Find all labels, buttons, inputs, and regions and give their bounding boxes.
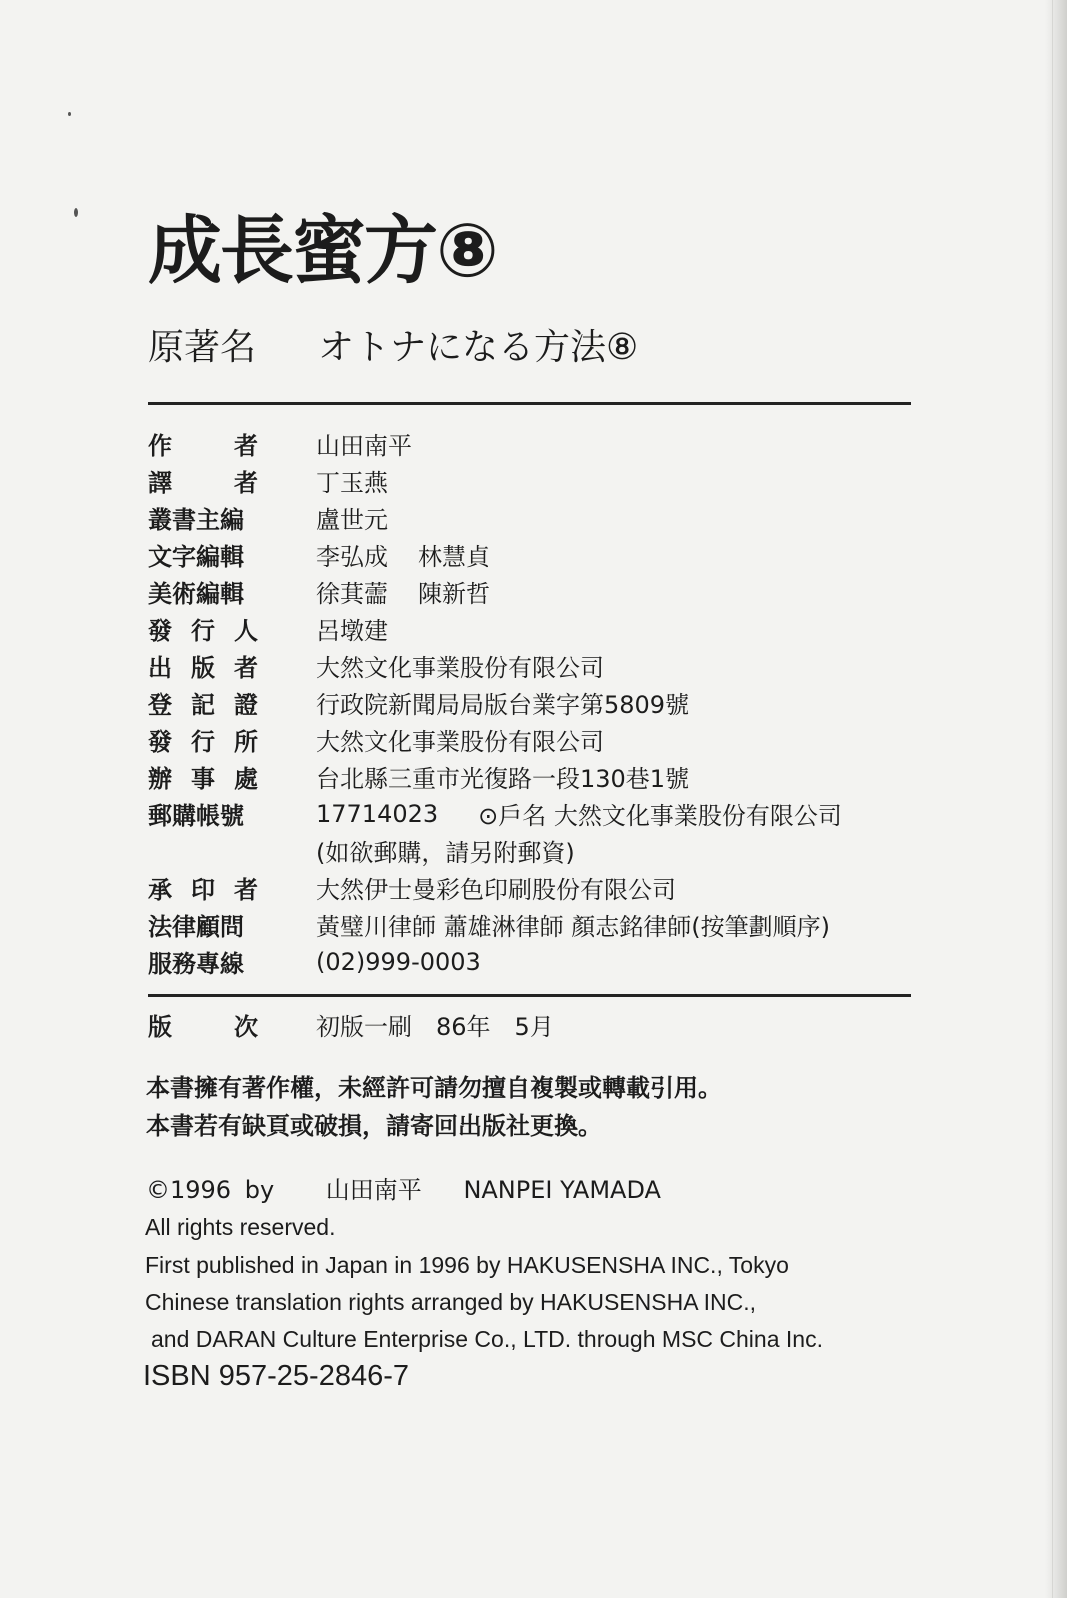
credit-key (148, 574, 258, 609)
credit-row (148, 869, 948, 906)
credit-value: 呂墩建 (316, 617, 388, 645)
credit-key (148, 537, 258, 572)
credit-value: 大然文化事業股份有限公司 (316, 728, 604, 756)
credit-key-char: 者 (234, 432, 258, 460)
credit-key-char: 叢書主編 (148, 506, 244, 534)
credit-key-char: 印 (191, 876, 215, 904)
divider-bottom (148, 994, 911, 997)
credit-key-char: 所 (234, 728, 258, 756)
credit-row (148, 647, 948, 684)
copyright-notice: 本書擁有著作權，未經許可請勿擅自複製或轉載引用。 (146, 1074, 722, 1102)
credit-value: 陳新哲 (418, 580, 490, 608)
credit-row (148, 536, 948, 573)
original-title (148, 327, 639, 368)
original-title-label: 原著名 (148, 327, 257, 368)
credit-row (148, 758, 948, 795)
credit-key (148, 759, 258, 794)
original-title-value: オトナになる方法⑧ (318, 327, 639, 368)
agency-line: and DARAN Culture Enterprise Co., LTD. through MSC China Inc. (151, 1326, 823, 1352)
credit-key (148, 796, 258, 831)
credit-key-char: 郵購帳號 (148, 802, 244, 830)
credit-value: 林慧貞 (418, 543, 490, 571)
credit-value: 李弘成 (316, 543, 388, 571)
credit-key-char: 美術編輯 (148, 580, 244, 608)
credit-value: 大然文化事業股份有限公司 (316, 654, 604, 682)
edition-key (148, 1007, 258, 1042)
copyright-by: by (244, 1176, 275, 1204)
credit-key-char: 作 (148, 432, 172, 460)
edition-row (148, 1006, 554, 1043)
credit-row (148, 832, 948, 869)
credit-key-char: 者 (234, 654, 258, 682)
credit-row (148, 462, 948, 499)
credit-key (148, 611, 258, 646)
page-edge-shadow (1045, 0, 1067, 1598)
credit-key-char: 記 (191, 691, 215, 719)
credit-key-char: 發 (148, 617, 172, 645)
edition-key-char: 次 (234, 1013, 258, 1041)
credit-key-char: 者 (234, 469, 258, 497)
credit-value: 17714023 (316, 799, 439, 828)
credit-key-char: 譯 (148, 469, 172, 497)
credit-value: (02)999-0003 (316, 947, 481, 976)
book-title: 成長蜜方⑧ (148, 208, 497, 294)
credit-value: 台北縣三重市光復路一段130巷1號 (316, 765, 690, 793)
author-name-cn: 山田南平 (325, 1176, 422, 1204)
scan-speck (68, 112, 71, 116)
credit-value: 山田南平 (316, 432, 412, 460)
credit-key-char: 者 (234, 876, 258, 904)
isbn: ISBN 957-25-2846-7 (143, 1360, 409, 1392)
credit-key (148, 426, 258, 461)
credits-list (148, 425, 948, 980)
edition-printing: 初版一刷 (316, 1013, 412, 1041)
credit-key (148, 463, 258, 498)
credit-key (148, 722, 258, 757)
credit-key-char: 版 (191, 654, 215, 682)
credit-value: (如欲郵購，請另附郵資) (316, 839, 575, 867)
credit-key-char: 承 (148, 876, 172, 904)
credit-key-char: 事 (191, 765, 215, 793)
credit-value: 大然伊士曼彩色印刷股份有限公司 (316, 876, 676, 904)
credit-key (148, 648, 258, 683)
divider-top (148, 402, 911, 405)
credit-row (148, 943, 948, 980)
credit-key (148, 500, 258, 535)
translation-rights: Chinese translation rights arranged by HAKUSENSHA INC., (145, 1289, 757, 1315)
credit-value: 盧世元 (316, 506, 388, 534)
edition-month: 5月 (514, 1013, 554, 1041)
scan-speck (74, 208, 78, 217)
edition-key-char: 版 (148, 1013, 172, 1041)
credit-key-char: 發 (148, 728, 172, 756)
credit-key (148, 685, 258, 720)
credit-key-char: 行 (191, 617, 215, 645)
credit-key-char: 人 (234, 617, 258, 645)
credit-row (148, 425, 948, 462)
credit-row (148, 499, 948, 536)
credit-value: 行政院新聞局局版台業字第5809號 (316, 691, 690, 719)
credit-value: ⊙戶名 大然文化事業股份有限公司 (478, 802, 842, 830)
damage-notice: 本書若有缺頁或破損，請寄回出版社更換。 (146, 1112, 602, 1140)
credit-value: 黃璧川律師 蕭雄淋律師 顏志銘律師(按筆劃順序) (316, 913, 830, 941)
copyright-year: ©1996 (146, 1176, 232, 1204)
credit-key-char: 處 (234, 765, 258, 793)
credit-key-char: 文字編輯 (148, 543, 244, 571)
credit-key-char: 行 (191, 728, 215, 756)
page-edge-line (1052, 0, 1053, 1598)
credit-key (148, 870, 258, 905)
first-published: First published in Japan in 1996 by HAKUSENSHA INC., Tokyo (145, 1252, 789, 1278)
credit-key-char: 法律顧問 (148, 913, 244, 941)
credit-key-char: 服務專線 (148, 950, 244, 978)
credit-key-char: 辦 (148, 765, 172, 793)
rights-reserved: All rights reserved. (145, 1214, 336, 1240)
credit-key (148, 907, 258, 942)
credit-row (148, 721, 948, 758)
credit-value: 丁玉燕 (316, 469, 388, 497)
credit-row (148, 795, 948, 832)
credit-key-char: 證 (234, 691, 258, 719)
credit-key (148, 944, 258, 979)
credit-row (148, 684, 948, 721)
credit-key-char: 出 (148, 654, 172, 682)
edition-year: 86年 (436, 1013, 491, 1041)
credit-row (148, 573, 948, 610)
copyright-line (146, 1170, 661, 1205)
credit-value: 徐萁蘦 (316, 580, 388, 608)
author-name-en: NANPEI YAMADA (463, 1176, 661, 1204)
credit-row (148, 906, 948, 943)
credit-key-char: 登 (148, 691, 172, 719)
credit-row (148, 610, 948, 647)
